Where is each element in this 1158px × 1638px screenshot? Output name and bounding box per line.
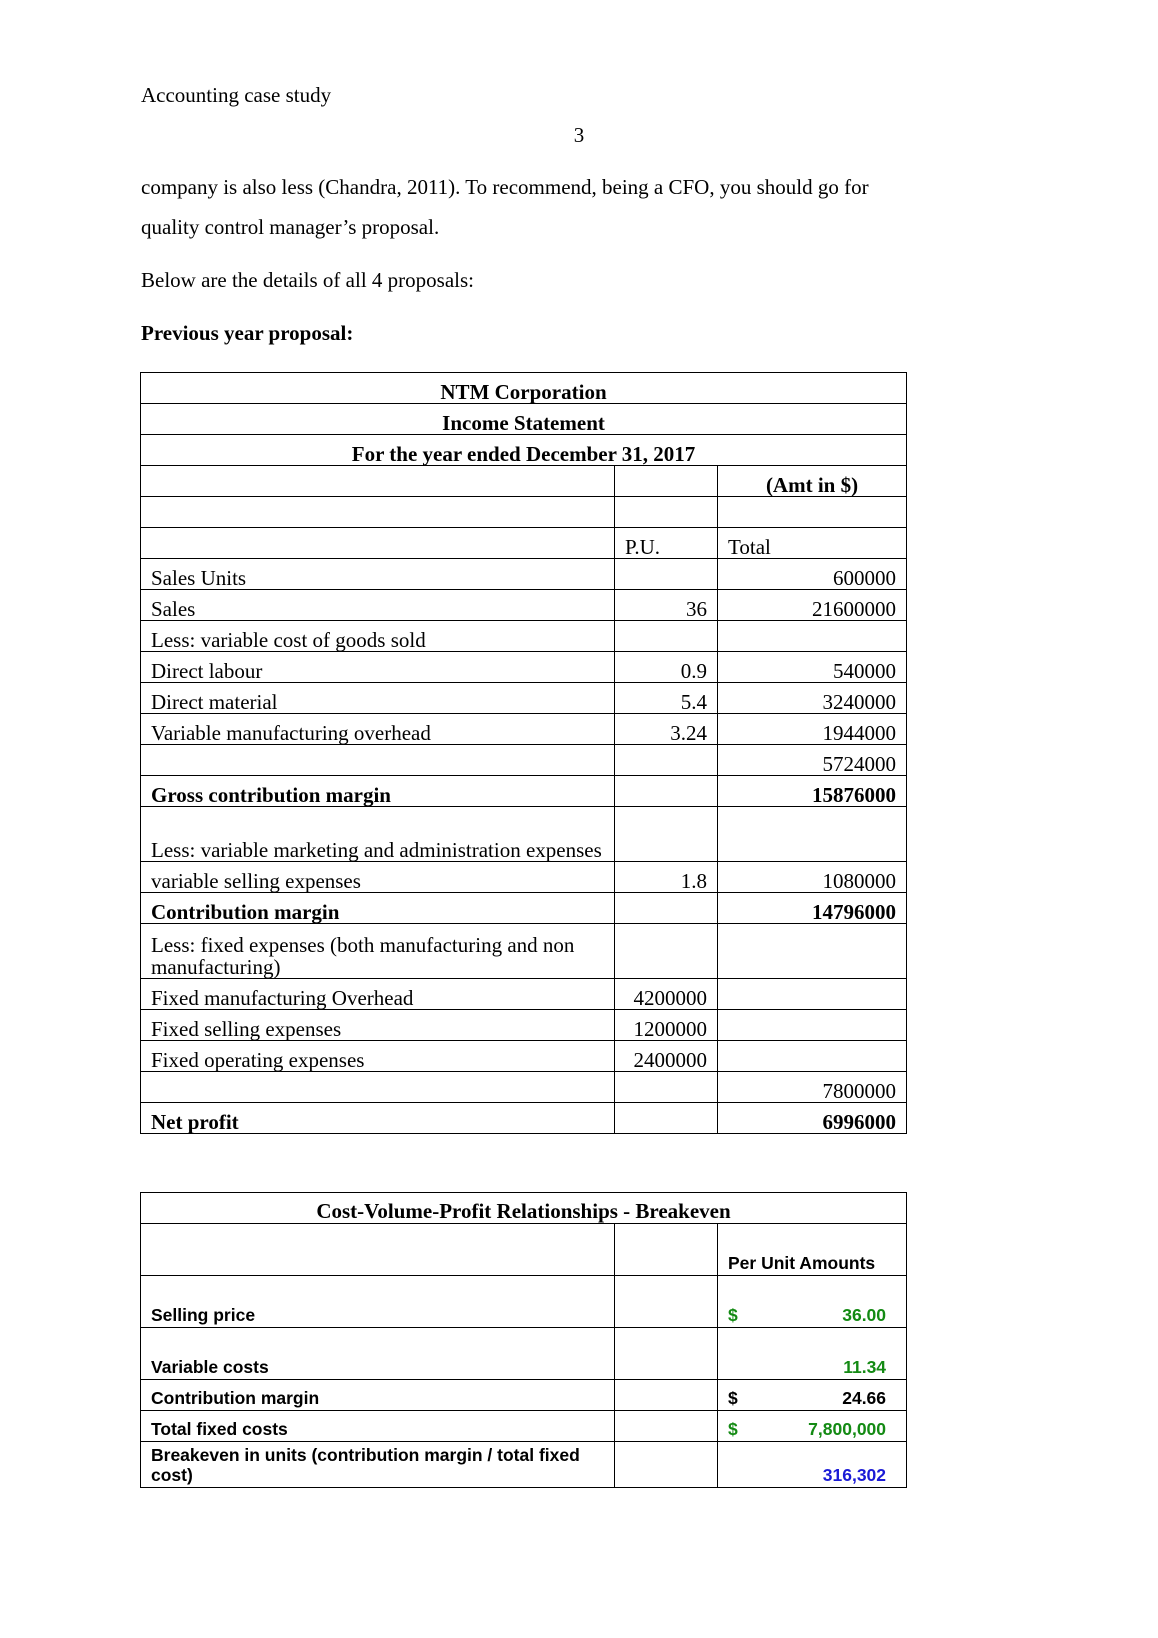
table-row (141, 714, 907, 745)
per-unit-value (615, 497, 718, 528)
title-row (141, 435, 907, 466)
per-unit-value: 0.9 (615, 652, 718, 683)
per-unit-value: 4200000 (615, 979, 718, 1010)
per-unit-value: 1.8 (615, 862, 718, 893)
total-value: 540000 (718, 652, 907, 683)
amount-cell (718, 1224, 907, 1276)
table-row (141, 924, 907, 979)
table-row (141, 466, 907, 497)
title-row (141, 1193, 907, 1224)
empty-cell (615, 1224, 718, 1276)
currency-symbol: $ (728, 1419, 738, 1439)
total-value: 1080000 (718, 862, 907, 893)
row-label: Variable costs (141, 1328, 615, 1380)
title-row (141, 373, 907, 404)
table-row (141, 1276, 907, 1328)
table-row (141, 1072, 907, 1103)
table-row (141, 807, 907, 862)
total-value: 1944000 (718, 714, 907, 745)
total-value: 5724000 (718, 745, 907, 776)
amount-cell (718, 1328, 907, 1380)
total-value (718, 621, 907, 652)
title-row (141, 404, 907, 435)
total-value: (Amt in $) (718, 466, 907, 497)
table-title: Cost-Volume-Profit Relationships - Breakeven (141, 1193, 907, 1224)
per-unit-value (615, 1103, 718, 1134)
amount-value: 316,302 (822, 1465, 887, 1485)
table-row (141, 1010, 907, 1041)
empty-cell (615, 1411, 718, 1442)
total-value (718, 979, 907, 1010)
total-value: 14796000 (718, 893, 907, 924)
amount-cell (718, 1442, 907, 1488)
row-label (141, 528, 615, 559)
table-row (141, 621, 907, 652)
table-row (141, 862, 907, 893)
table-row (141, 590, 907, 621)
row-label: Fixed operating expenses (141, 1041, 615, 1072)
table-row (141, 1411, 907, 1442)
amount-value: 11.34 (843, 1357, 887, 1377)
amount-cell (718, 1411, 907, 1442)
row-label: Fixed manufacturing Overhead (141, 979, 615, 1010)
total-value (718, 1010, 907, 1041)
row-label: Less: variable cost of goods sold (141, 621, 615, 652)
row-label: Direct labour (141, 652, 615, 683)
paragraph: Below are the details of all 4 proposals: (141, 268, 474, 292)
per-unit-value (615, 559, 718, 590)
total-value (718, 924, 907, 979)
table-title: For the year ended December 31, 2017 (141, 435, 907, 466)
row-label (141, 1224, 615, 1276)
total-value: 15876000 (718, 776, 907, 807)
row-label: Net profit (141, 1103, 615, 1134)
per-unit-value (615, 1072, 718, 1103)
row-label: variable selling expenses (141, 862, 615, 893)
table-row (141, 652, 907, 683)
per-unit-value: 5.4 (615, 683, 718, 714)
table-row (141, 1380, 907, 1411)
row-label: Selling price (141, 1276, 615, 1328)
per-unit-value (615, 466, 718, 497)
row-label: Total fixed costs (141, 1411, 615, 1442)
per-unit-value (615, 621, 718, 652)
section-heading: Previous year proposal: (141, 321, 354, 345)
total-value: 7800000 (718, 1072, 907, 1103)
currency-symbol: $ (728, 1305, 738, 1325)
per-unit-value (615, 893, 718, 924)
row-label: Breakeven in units (contribution margin / total fixed cost) (141, 1442, 615, 1488)
paragraph-line: quality control manager’s proposal. (141, 215, 440, 239)
row-label: Contribution margin (141, 1380, 615, 1411)
amount-cell (718, 1380, 907, 1411)
total-value (718, 807, 907, 862)
per-unit-value (615, 807, 718, 862)
currency-symbol: $ (728, 1388, 738, 1408)
empty-cell (615, 1328, 718, 1380)
row-label: Contribution margin (141, 893, 615, 924)
total-value: Total (718, 528, 907, 559)
per-unit-value (615, 745, 718, 776)
per-unit-value: 3.24 (615, 714, 718, 745)
total-value (718, 1041, 907, 1072)
total-value: 600000 (718, 559, 907, 590)
table-row (141, 497, 907, 528)
page-number: 3 (573, 123, 585, 147)
per-unit-value (615, 924, 718, 979)
table-row (141, 528, 907, 559)
row-label: Less: variable marketing and administration expenses (141, 807, 615, 862)
amount-cell (718, 1276, 907, 1328)
total-value: 21600000 (718, 590, 907, 621)
table-row (141, 683, 907, 714)
empty-cell (615, 1380, 718, 1411)
amount-value: Per Unit Amounts (728, 1253, 876, 1273)
per-unit-value: 2400000 (615, 1041, 718, 1072)
row-label: Direct material (141, 683, 615, 714)
amount-value: 24.66 (842, 1388, 887, 1408)
row-label (141, 497, 615, 528)
amount-value: 7,800,000 (808, 1419, 887, 1439)
paragraph-line: company is also less (Chandra, 2011). To recommend, being a CFO, you should go for (141, 175, 869, 199)
table-row (141, 559, 907, 590)
table-row (141, 1224, 907, 1276)
total-value (718, 497, 907, 528)
per-unit-value: 36 (615, 590, 718, 621)
row-label (141, 745, 615, 776)
total-value: 3240000 (718, 683, 907, 714)
table-row (141, 776, 907, 807)
table-row (141, 893, 907, 924)
empty-cell (615, 1276, 718, 1328)
amount-value: 36.00 (842, 1305, 887, 1325)
row-label: Fixed selling expenses (141, 1010, 615, 1041)
table-title: Income Statement (141, 404, 907, 435)
table-row (141, 1328, 907, 1380)
row-label: Sales (141, 590, 615, 621)
cvp-breakeven-table (140, 1192, 907, 1488)
empty-cell (615, 1442, 718, 1488)
table-row (141, 1041, 907, 1072)
table-row (141, 745, 907, 776)
row-label (141, 1072, 615, 1103)
row-label: Gross contribution margin (141, 776, 615, 807)
table-row (141, 979, 907, 1010)
per-unit-value: 1200000 (615, 1010, 718, 1041)
row-label (141, 466, 615, 497)
table-row (141, 1103, 907, 1134)
row-label: Less: fixed expenses (both manufacturing and non manufacturing) (141, 924, 615, 979)
income-statement-table (140, 372, 907, 1134)
row-label: Variable manufacturing overhead (141, 714, 615, 745)
per-unit-value (615, 776, 718, 807)
running-header: Accounting case study (141, 83, 332, 107)
table-title: NTM Corporation (141, 373, 907, 404)
table-row (141, 1442, 907, 1488)
per-unit-value: P.U. (615, 528, 718, 559)
row-label: Sales Units (141, 559, 615, 590)
total-value: 6996000 (718, 1103, 907, 1134)
